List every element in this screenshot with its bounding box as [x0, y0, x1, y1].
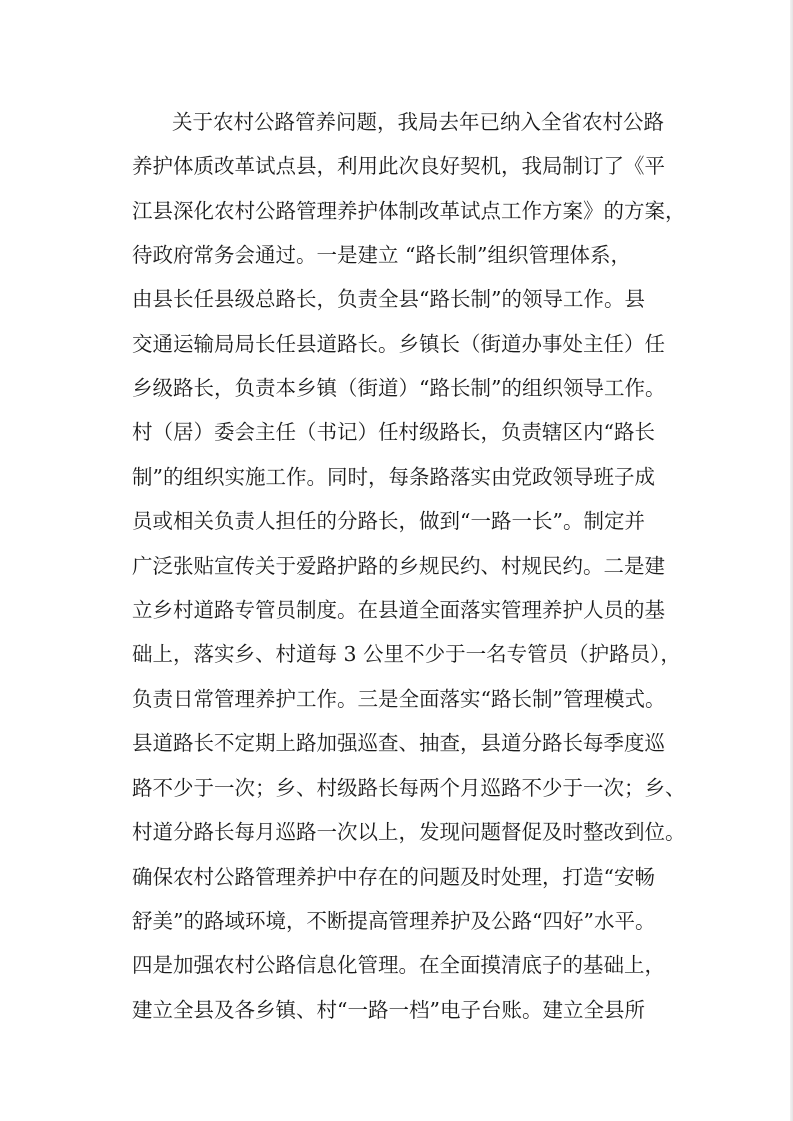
paragraph-line-15: 县道路长不定期上路加强巡查、抽查，县道分路长每季度巡: [132, 731, 665, 755]
paragraph-line-7: 乡级路长，负责本乡镇（街道）“路长制”的组织领导工作。: [132, 376, 666, 400]
paragraph-line-21: 建立全县及各乡镇、村“一路一档”电子台账。建立全县所: [132, 998, 645, 1022]
paragraph-line-20: 四是加强农村公路信息化管理。在全面摸清底子的基础上，: [132, 953, 665, 977]
paragraph-line-3: 江县深化农村公路管理养护体制改革试点工作方案》的方案，: [132, 199, 686, 223]
paragraph-line-18: 确保农村公路管理养护中存在的问题及时处理，打造“安畅: [132, 865, 655, 889]
paragraph-line-4: 待政府常务会通过。一是建立 “路长制”组织管理体系，: [132, 243, 631, 267]
paragraph-line-8: 村（居）委会主任（书记）任村级路长，负责辖区内“路长: [132, 420, 655, 444]
paragraph-line-13: 础上，落实乡、村道每 3 公里不少于一名专管员（护路员），: [132, 642, 681, 666]
paragraph-line-5: 由县长任县级总路长，负责全县“路长制”的领导工作。县: [132, 287, 645, 311]
paragraph-line-2: 养护体质改革试点县，利用此次良好契机，我局制订了《平: [132, 154, 665, 178]
paragraph-line-17: 村道分路长每月巡路一次以上，发现问题督促及时整改到位。: [132, 820, 686, 844]
paragraph-line-14: 负责日常管理养护工作。三是全面落实“路长制”管理模式。: [132, 687, 666, 711]
paragraph-line-6: 交通运输局局长任县道路长。乡镇长（街道办事处主任）任: [132, 332, 665, 356]
paragraph-line-12: 立乡村道路专管员制度。在县道全面落实管理养护人员的基: [132, 598, 665, 622]
paragraph-line-11: 广泛张贴宣传关于爱路护路的乡规民约、村规民约。二是建: [132, 554, 665, 578]
paragraph-line-16: 路不少于一次；乡、村级路长每两个月巡路不少于一次；乡、: [132, 776, 686, 800]
paragraph-line-19: 舒美”的路域环境，不断提高管理养护及公路“四好”水平。: [132, 909, 656, 933]
paragraph-line-10: 员或相关负责人担任的分路长，做到“一路一长”。制定并: [132, 509, 645, 533]
paragraph-line-1: 关于农村公路管养问题，我局去年已纳入全省农村公路: [172, 110, 664, 134]
paragraph-line-9: 制”的组织实施工作。同时，每条路落实由党政领导班子成: [132, 465, 655, 489]
